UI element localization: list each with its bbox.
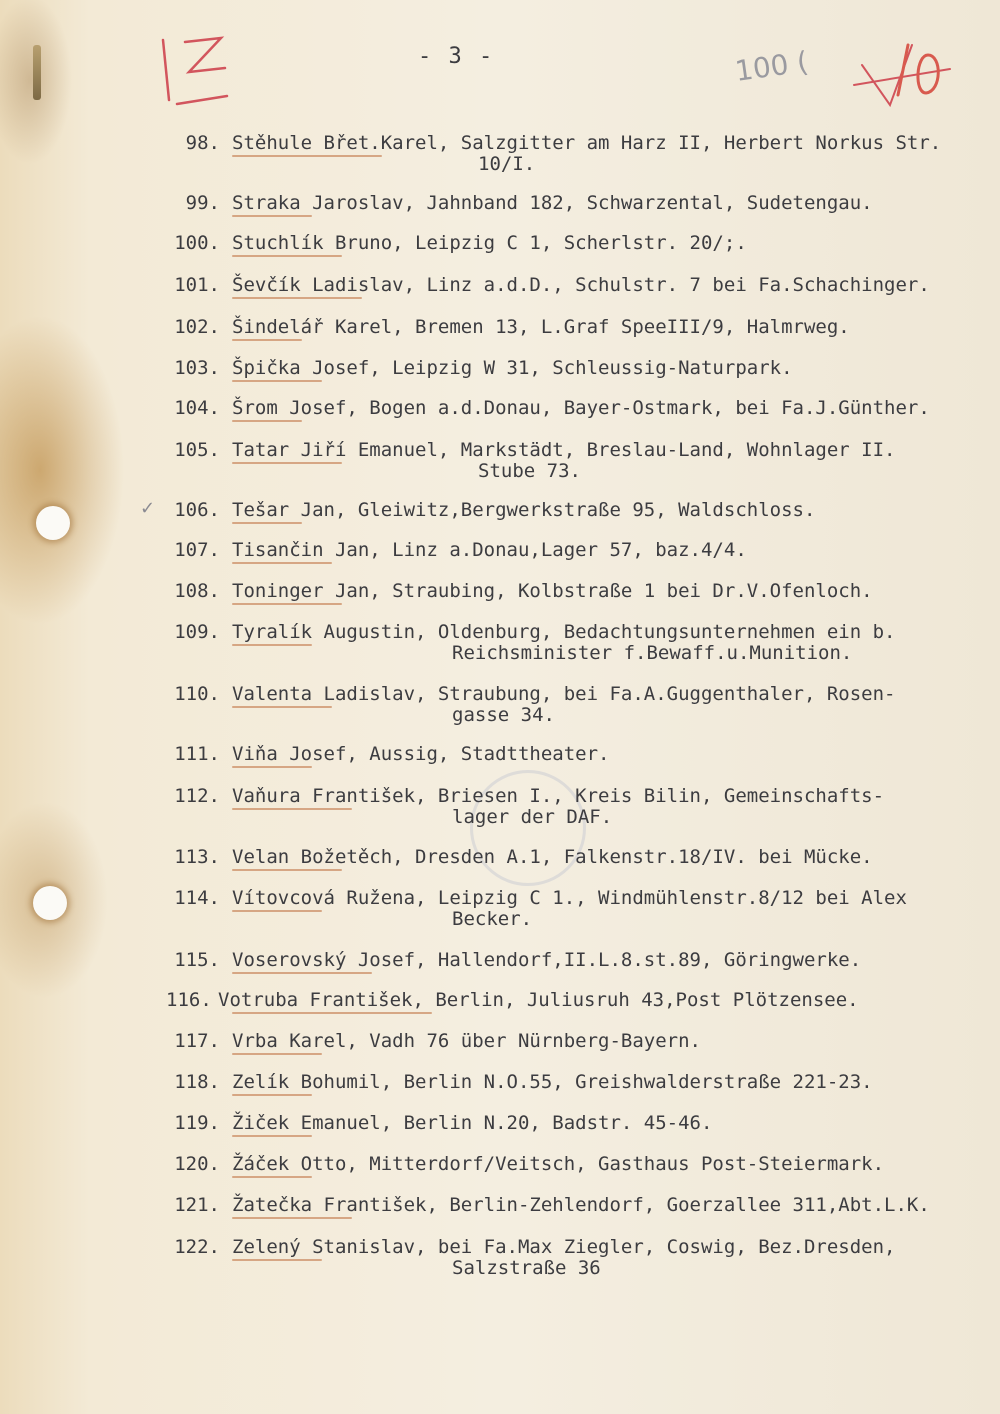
entry-number: 109. bbox=[174, 621, 220, 643]
entry-continuation: Salzstraße 36 bbox=[452, 1257, 601, 1279]
entry-text: Tisančin Jan, Linz a.Donau,Lager 57, baz.4/4. bbox=[232, 539, 747, 561]
entry-continuation: gasse 34. bbox=[452, 704, 555, 726]
pencil-underline bbox=[232, 972, 372, 974]
pencil-underline bbox=[232, 1217, 352, 1219]
entry-text: Tešar Jan, Gleiwitz,Bergwerkstraße 95, Waldschloss. bbox=[232, 499, 816, 521]
entry-number: 120. bbox=[174, 1153, 220, 1175]
entry-number: 112. bbox=[174, 785, 220, 807]
pencil-underline bbox=[232, 1094, 312, 1096]
entry-number: 103. bbox=[174, 357, 220, 379]
entry-number: 110. bbox=[174, 683, 220, 705]
entry-number: 98. bbox=[185, 132, 220, 154]
pencil-underline bbox=[232, 155, 382, 157]
pencil-note: 100 ( bbox=[733, 45, 811, 88]
pencil-underline bbox=[232, 869, 342, 871]
entry-number: 113. bbox=[174, 846, 220, 868]
entry-number: 115. bbox=[174, 949, 220, 971]
entry-text: Viňa Josef, Aussig, Stadttheater. bbox=[232, 743, 610, 765]
entry-text: Stuchlík Bruno, Leipzig C 1, Scherlstr. 20/;. bbox=[232, 232, 747, 254]
entry-text: Toninger Jan, Straubing, Kolbstraße 1 bei Dr.V.Ofenloch. bbox=[232, 580, 873, 602]
entry-number: 107. bbox=[174, 539, 220, 561]
pencil-underline bbox=[232, 603, 342, 605]
entry-text: Vrba Karel, Vadh 76 über Nürnberg-Bayern. bbox=[232, 1030, 701, 1052]
entry-text: Žáček Otto, Mitterdorf/Veitsch, Gasthaus Post-Steiermark. bbox=[232, 1153, 885, 1175]
entry-text: Valenta Ladislav, Straubung, bei Fa.A.Guggenthaler, Rosen- bbox=[232, 683, 896, 705]
entry-text: Stěhule Břet.Karel, Salzgitter am Harz II, Herbert Norkus Str. bbox=[232, 132, 942, 154]
entry-text: Ševčík Ladislav, Linz a.d.D., Schulstr. 7 bei Fa.Schachinger. bbox=[232, 274, 930, 296]
pencil-underline bbox=[232, 215, 312, 217]
entry-text: Šrom Josef, Bogen a.d.Donau, Bayer-Ostmark, bei Fa.J.Günther. bbox=[232, 397, 930, 419]
entry-number: 104. bbox=[174, 397, 220, 419]
entry-text: Votruba František, Berlin, Juliusruh 43,Post Plötzensee. bbox=[218, 989, 859, 1011]
entry-text: Zelený Stanislav, bei Fa.Max Ziegler, Coswig, Bez.Dresden, bbox=[232, 1236, 896, 1258]
entry-number: 106. bbox=[174, 499, 220, 521]
entry-continuation: Reichsminister f.Bewaff.u.Munition. bbox=[452, 642, 853, 664]
pencil-check-icon: ✓ bbox=[140, 498, 156, 519]
pencil-underline bbox=[232, 1259, 322, 1261]
pencil-underline bbox=[232, 339, 302, 341]
entry-text: Voserovský Josef, Hallendorf,II.L.8.st.89, Göringwerke. bbox=[232, 949, 862, 971]
entry-text: Vítovcová Ružena, Leipzig C 1., Windmühlenstr.8/12 bei Alex bbox=[232, 887, 907, 909]
pencil-underline bbox=[232, 380, 322, 382]
entry-number: 101. bbox=[174, 274, 220, 296]
pencil-underline bbox=[232, 706, 332, 708]
pencil-underline bbox=[232, 766, 312, 768]
pencil-underline bbox=[232, 462, 342, 464]
entry-number: 118. bbox=[174, 1071, 220, 1093]
entry-text: Tyralík Augustin, Oldenburg, Bedachtungsunternehmen ein b. bbox=[232, 621, 896, 643]
pencil-underline bbox=[232, 1135, 312, 1137]
entry-continuation: lager der DAF. bbox=[452, 806, 613, 828]
pencil-underline bbox=[232, 1176, 312, 1178]
entry-number: 116. bbox=[166, 989, 212, 1011]
page-number: - 3 - bbox=[418, 44, 495, 69]
entry-text: Žiček Emanuel, Berlin N.20, Badstr. 45-46. bbox=[232, 1112, 713, 1134]
pencil-underline bbox=[232, 255, 342, 257]
entry-text: Vaňura František, Briesen I., Kreis Bilin, Gemeinschafts- bbox=[232, 785, 885, 807]
entry-number: 108. bbox=[174, 580, 220, 602]
entry-continuation: Stube 73. bbox=[478, 460, 581, 482]
entry-number: 117. bbox=[174, 1030, 220, 1052]
pencil-underline bbox=[232, 297, 362, 299]
pencil-underline bbox=[232, 808, 352, 810]
entry-text: Straka Jaroslav, Jahnband 182, Schwarzental, Sudetengau. bbox=[232, 192, 873, 214]
entry-continuation: Becker. bbox=[452, 908, 533, 930]
entry-number: 105. bbox=[174, 439, 220, 461]
entry-text: Tatar Jiří Emanuel, Markstädt, Breslau-Land, Wohnlager II. bbox=[232, 439, 896, 461]
entry-number: 122. bbox=[174, 1236, 220, 1258]
entry-text: Velan Božetěch, Dresden A.1, Falkenstr.18/IV. bei Mücke. bbox=[232, 846, 873, 868]
entry-number: 111. bbox=[174, 743, 220, 765]
entry-text: Šindelář Karel, Bremen 13, L.Graf SpeeIII/9, Halmrweg. bbox=[232, 316, 850, 338]
entry-number: 100. bbox=[174, 232, 220, 254]
entry-continuation: 10/I. bbox=[478, 153, 536, 175]
entry-number: 121. bbox=[174, 1194, 220, 1216]
pencil-underline bbox=[232, 420, 302, 422]
entry-text: Žatečka František, Berlin-Zehlendorf, Goerzallee 311,Abt.L.K. bbox=[232, 1194, 930, 1216]
pencil-underline bbox=[232, 1053, 322, 1055]
pencil-underline bbox=[232, 562, 332, 564]
pencil-underline bbox=[232, 644, 312, 646]
pencil-underline bbox=[232, 522, 302, 524]
entry-text: Špička Josef, Leipzig W 31, Schleussig-Naturpark. bbox=[232, 357, 793, 379]
entry-number: 102. bbox=[174, 316, 220, 338]
pencil-underline bbox=[232, 910, 322, 912]
entry-number: 114. bbox=[174, 887, 220, 909]
entry-number: 99. bbox=[185, 192, 220, 214]
pencil-underline bbox=[232, 1012, 432, 1014]
entry-text: Zelík Bohumil, Berlin N.O.55, Greishwalderstraße 221-23. bbox=[232, 1071, 873, 1093]
entry-number: 119. bbox=[174, 1112, 220, 1134]
